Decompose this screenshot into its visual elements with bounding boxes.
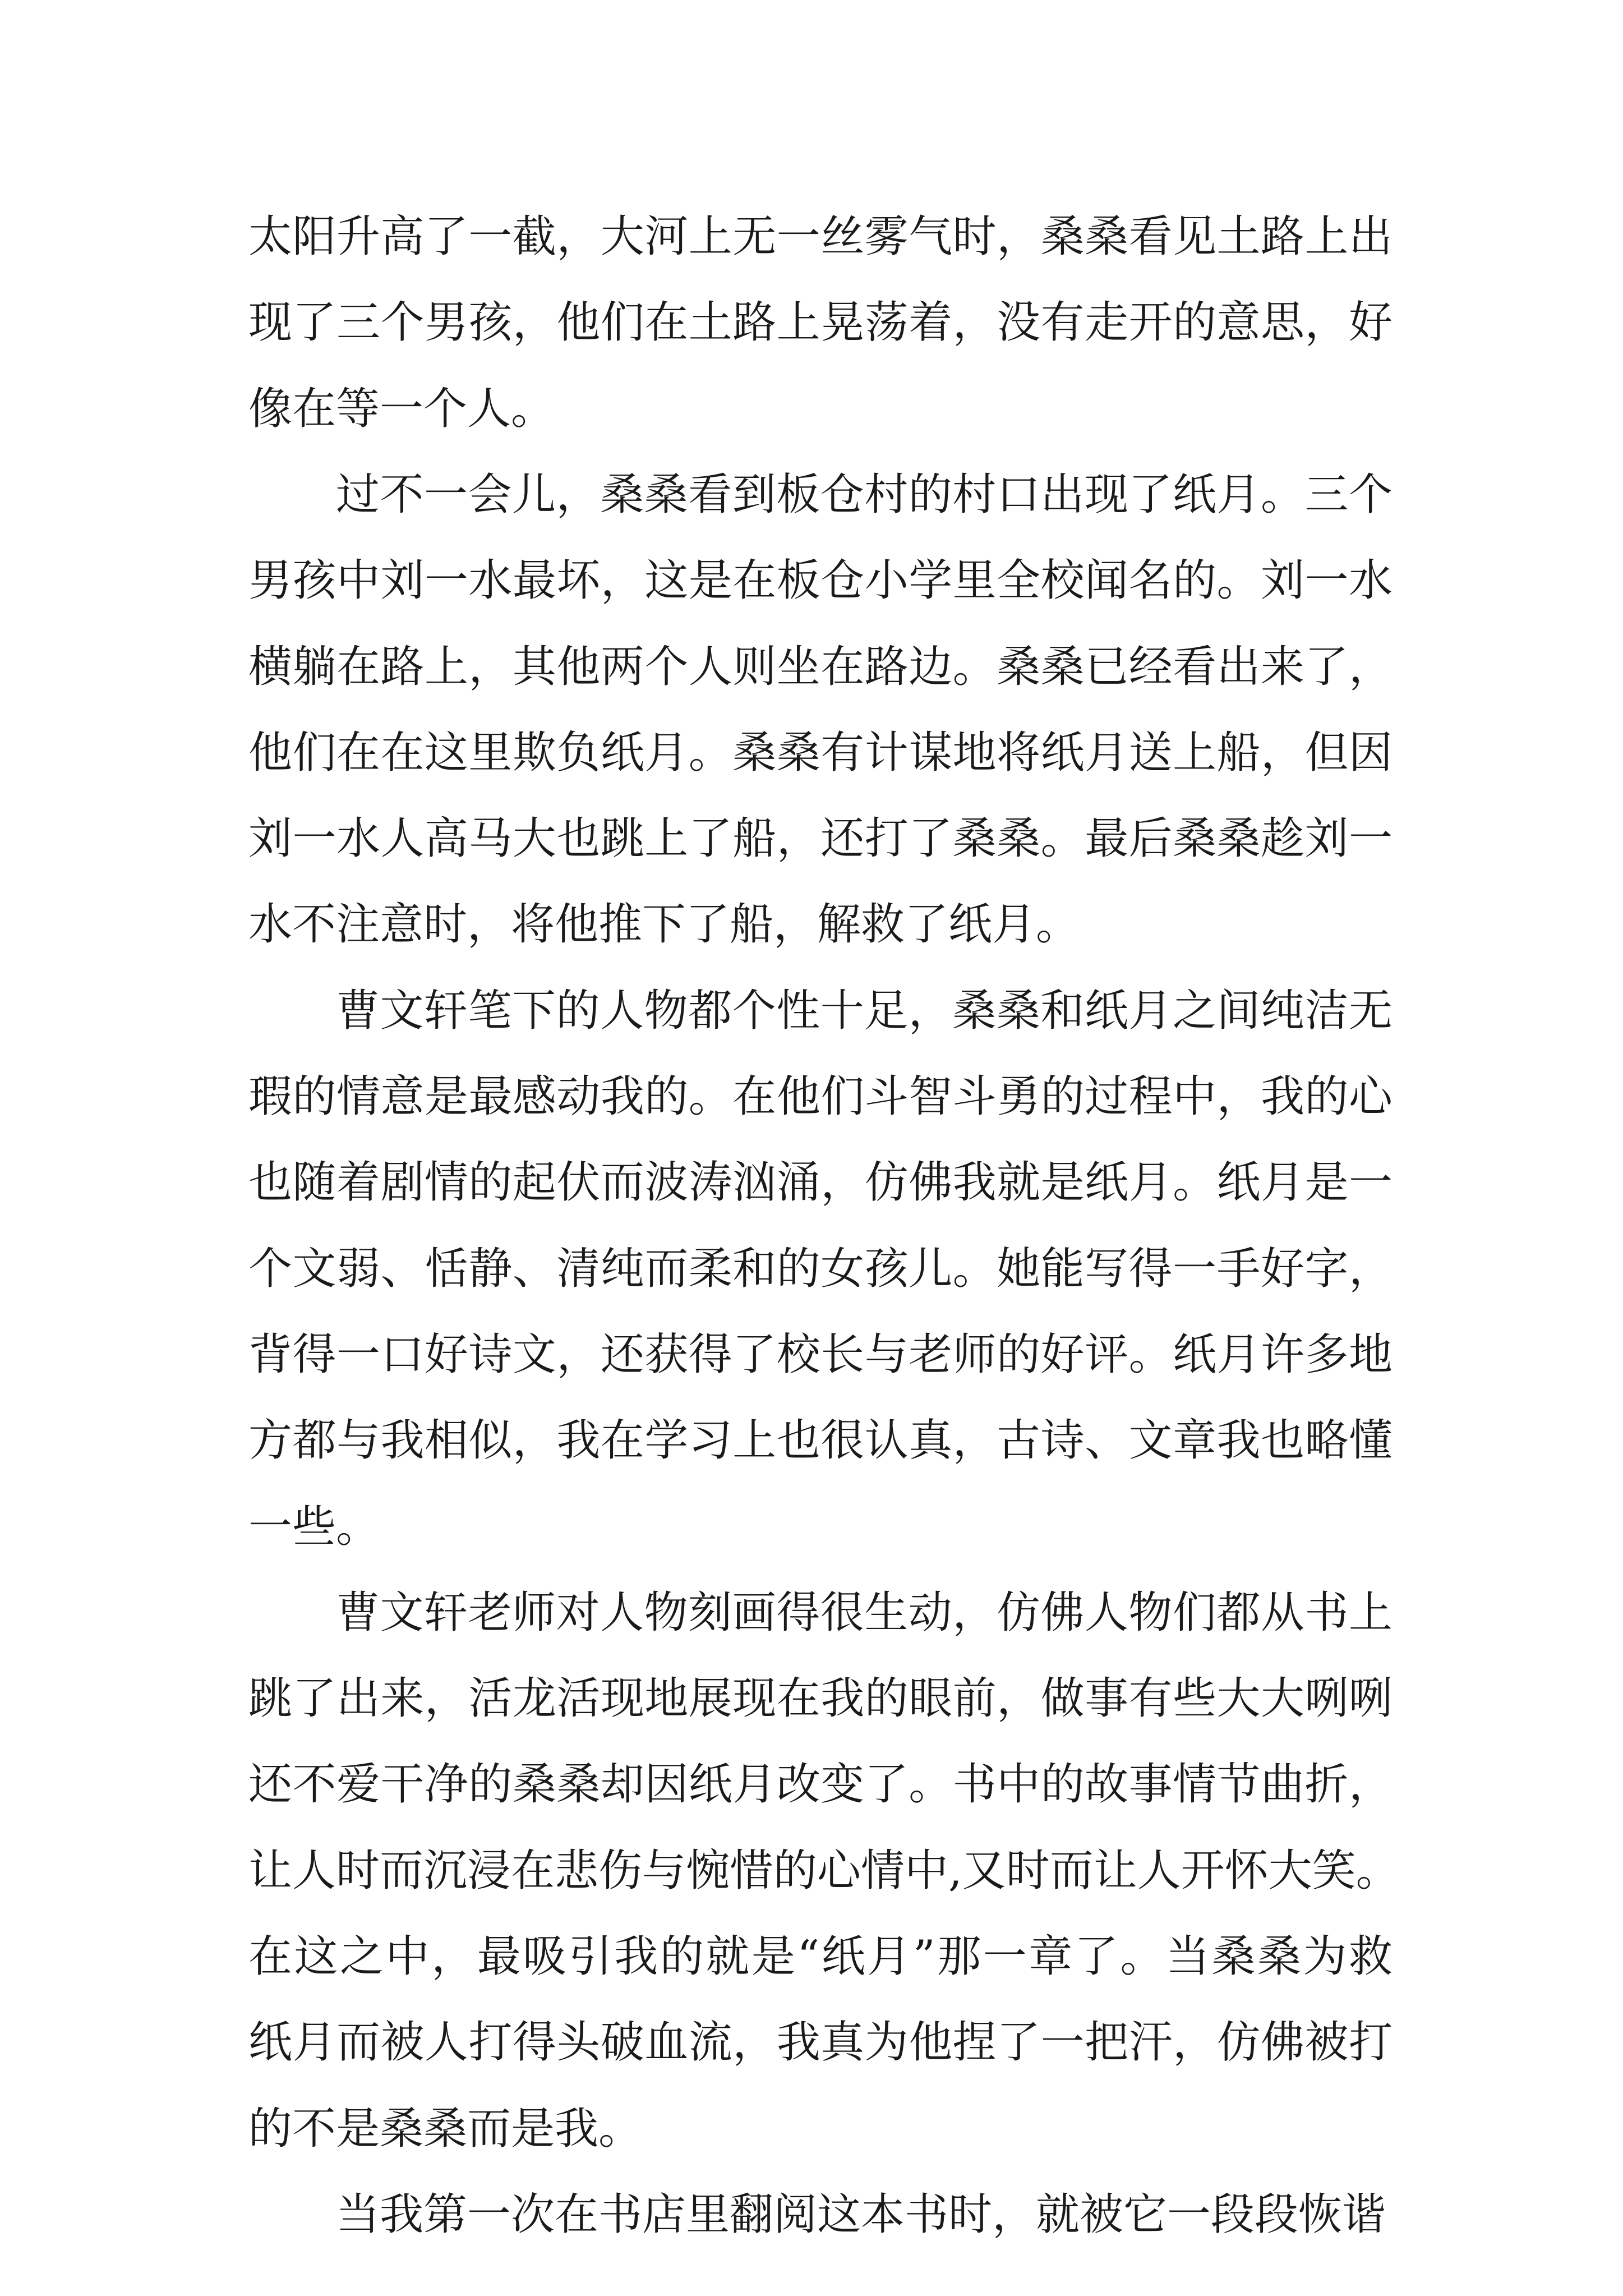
text-line: 在这之中，最吸引我的就是“纸月”那一章了。当桑桑为救 xyxy=(248,1931,1393,1982)
text-line: 他们在在这里欺负纸月。桑桑有计谋地将纸月送上船，但因 xyxy=(248,728,1393,778)
text-line: 横躺在路上，其他两个人则坐在路边。桑桑已经看出来了， xyxy=(248,642,1393,692)
text-line: 刘一水人高马大也跳上了船，还打了桑桑。最后桑桑趁刘一 xyxy=(248,813,1393,864)
text-line: 男孩中刘一水最坏，这是在板仓小学里全校闻名的。刘一水 xyxy=(248,555,1393,606)
text-line: 瑕的情意是最感动我的。在他们斗智斗勇的过程中，我的心 xyxy=(248,1071,1393,1122)
text-line: 方都与我相似，我在学习上也很认真，古诗、文章我也略懂 xyxy=(248,1415,1393,1466)
text-line: 也随着剧情的起伏而波涛汹涌，仿佛我就是纸月。纸月是一 xyxy=(248,1157,1393,1208)
text-line: 还不爱干净的桑桑却因纸月改变了。书中的故事情节曲折， xyxy=(248,1759,1393,1810)
text-line: 跳了出来，活龙活现地展现在我的眼前，做事有些大大咧咧 xyxy=(248,1673,1393,1724)
text-line: 背得一口好诗文，还获得了校长与老师的好评。纸月许多地 xyxy=(248,1329,1393,1380)
text-line: 当我第一次在书店里翻阅这本书时，就被它一段段恢谐 xyxy=(336,2189,1386,2240)
text-line: 水不注意时，将他推下了船，解救了纸月。 xyxy=(248,899,1080,950)
text-line: 让人时而沉浸在悲伤与惋惜的心情中,又时而让人开怀大笑。 xyxy=(248,1846,1400,1896)
text-line: 的不是桑桑而是我。 xyxy=(248,2104,643,2154)
text-line: 像在等一个人。 xyxy=(248,384,555,434)
text-line: 现了三个男孩，他们在土路上晃荡着，没有走开的意思，好 xyxy=(248,297,1393,348)
text-line: 个文弱、恬静、清纯而柔和的女孩儿。她能写得一手好字， xyxy=(248,1244,1393,1294)
text-line: 曹文轩笔下的人物都个性十足，桑桑和纸月之间纯洁无 xyxy=(336,986,1393,1036)
text-line: 纸月而被人打得头破血流，我真为他捏了一把汗，仿佛被打 xyxy=(248,2017,1393,2068)
text-line: 一些。 xyxy=(248,1502,380,1552)
text-line: 太阳升高了一截，大河上无一丝雾气时，桑桑看见土路上出 xyxy=(248,211,1393,262)
text-line: 曹文轩老师对人物刻画得很生动，仿佛人物们都从书上 xyxy=(336,1588,1393,1638)
text-line: 过不一会儿，桑桑看到板仓村的村口出现了纸月。三个 xyxy=(336,470,1393,520)
